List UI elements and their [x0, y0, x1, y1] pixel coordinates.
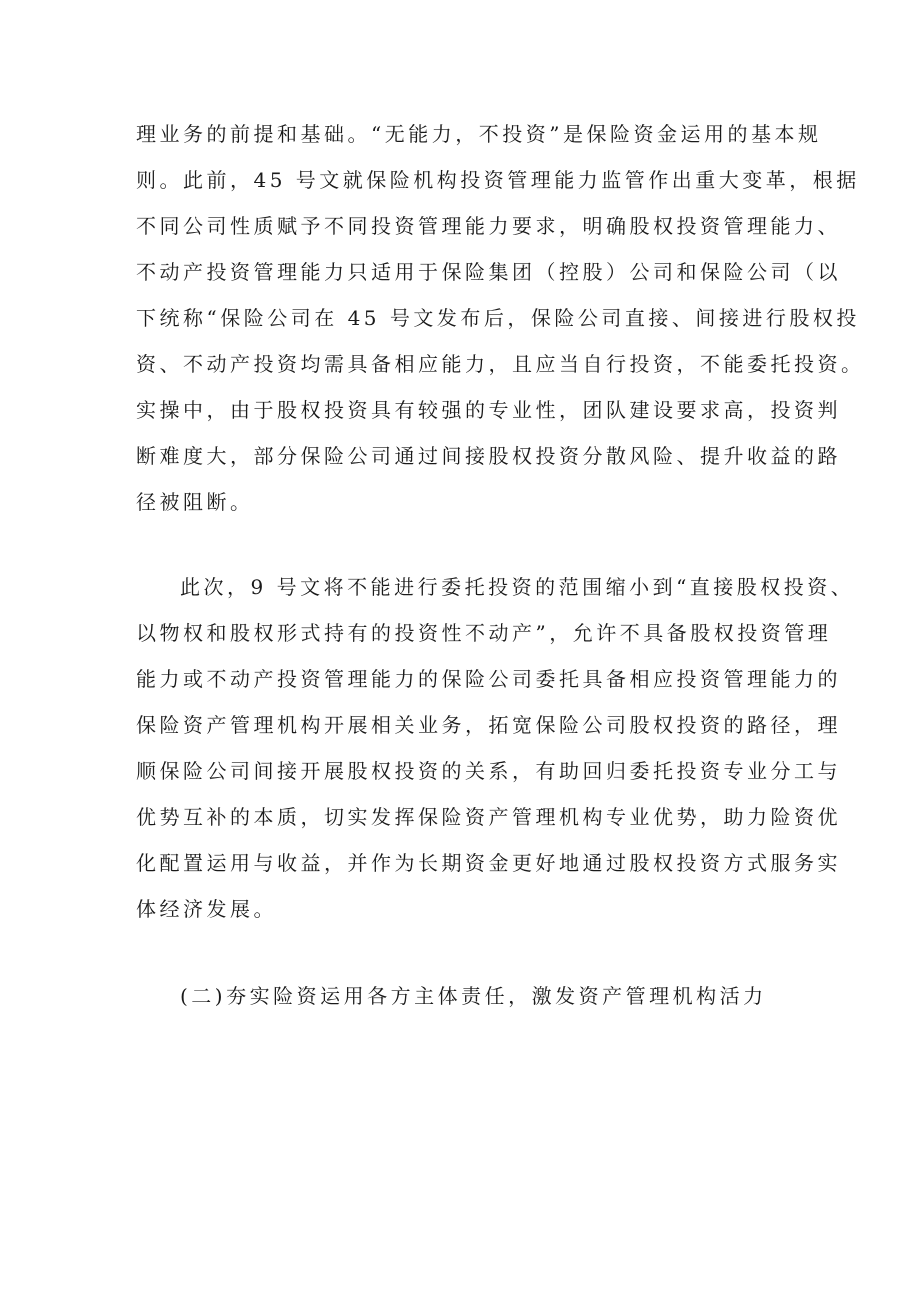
paragraph-line: 以物权和股权形式持有的投资性不动产”，允许不具备股权投资管理 — [136, 621, 832, 645]
paragraph-line: 体经济发展。 — [136, 897, 277, 921]
paragraph-line: 此次，9 号文将不能进行委托投资的范围缩小到“直接股权投资、 — [180, 575, 855, 599]
paragraph-line: 则。此前，45 号文就保险机构投资管理能力监管作出重大变革，根据 — [136, 168, 860, 192]
paragraph-line: 理业务的前提和基础。“无能力，不投资”是保险资金运用的基本规 — [136, 122, 822, 146]
paragraph-line: 能力或不动产投资管理能力的保险公司委托具备相应投资管理能力的 — [136, 667, 841, 691]
paragraph-line: 顺保险公司间接开展股权投资的关系，有助回归委托投资专业分工与 — [136, 759, 841, 783]
paragraph-line: 下统称“保险公司在 45 号文发布后，保险公司直接、间接进行股权投 — [136, 306, 860, 330]
section-heading: (二)夯实险资运用各方主体责任，激发资产管理机构活力 — [180, 984, 767, 1008]
paragraph-line: 径被阻断。 — [136, 490, 254, 514]
paragraph-line: 保险资产管理机构开展相关业务，拓宽保险公司股权投资的路径，理 — [136, 713, 841, 737]
paragraph-line: 不同公司性质赋予不同投资管理能力要求，明确股权投资管理能力、 — [136, 214, 841, 238]
paragraph-line: 资、不动产投资均需具备相应能力，且应当自行投资，不能委托投资。 — [136, 352, 865, 376]
paragraph-line: 化配置运用与收益，并作为长期资金更好地通过股权投资方式服务实 — [136, 851, 841, 875]
paragraph-line: 不动产投资管理能力只适用于保险集团（控股）公司和保险公司（以 — [136, 260, 841, 284]
paragraph-line: 断难度大，部分保险公司通过间接股权投资分散风险、提升收益的路 — [136, 444, 841, 468]
paragraph-line: 实操中，由于股权投资具有较强的专业性，团队建设要求高，投资判 — [136, 398, 841, 422]
paragraph-line: 优势互补的本质，切实发挥保险资产管理机构专业优势，助力险资优 — [136, 805, 841, 829]
